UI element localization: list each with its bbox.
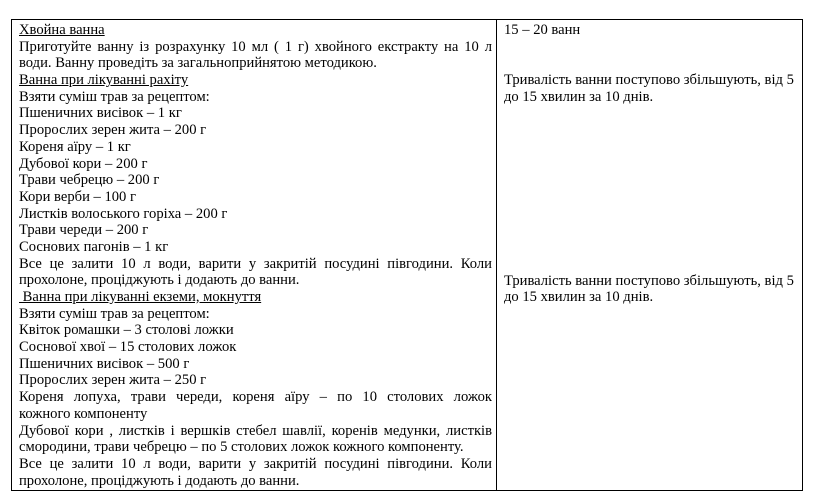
text-span: Все це залити 10 л води, варити у закритій посудині півгодини. Коли xyxy=(19,455,492,472)
text-line xyxy=(19,189,492,206)
text-span: Кори верби – 100 г xyxy=(19,188,136,205)
text-line xyxy=(19,39,492,56)
text-span: Кореня аїру – 1 кг xyxy=(19,138,131,155)
text-line xyxy=(19,256,492,273)
text-line xyxy=(19,139,492,156)
text-span: Хвойна ванна xyxy=(19,22,105,38)
procedures-column xyxy=(12,20,497,490)
course-note: Тривалість ванни поступово збільшують, від 5 до 15 хвилин за 10 днів. xyxy=(504,272,794,306)
text-line xyxy=(19,239,492,256)
text-line xyxy=(19,156,492,173)
text-line xyxy=(19,356,492,373)
text-line xyxy=(19,372,492,389)
text-span: Пророслих зерен жита – 200 г xyxy=(19,122,207,139)
text-line xyxy=(19,122,492,139)
text-line xyxy=(19,55,492,72)
text-span: Дубової кори – 200 г xyxy=(19,155,148,172)
text-span: Пшеничних висівок – 1 кг xyxy=(19,105,182,122)
text-span: Взяти суміш трав за рецептом: xyxy=(19,305,210,322)
text-line xyxy=(19,473,492,490)
text-line xyxy=(19,222,492,239)
course-note: Тривалість ванни поступово збільшують, від 5 до 15 хвилин за 10 днів. xyxy=(504,72,794,105)
text-span: Трави череди – 200 г xyxy=(19,222,149,239)
text-line xyxy=(19,206,492,223)
section-heading xyxy=(19,72,492,89)
text-line xyxy=(19,172,492,189)
text-line xyxy=(19,322,492,339)
text-line xyxy=(19,389,492,406)
text-line xyxy=(19,439,492,456)
text-line xyxy=(19,105,492,122)
text-line xyxy=(19,306,492,323)
text-span: Трави чебрецю – 200 г xyxy=(19,172,160,189)
course-notes-column xyxy=(497,20,802,490)
section-heading xyxy=(19,22,492,39)
text-span: води. Ванну проведіть за загальноприйнятою методикою. xyxy=(19,55,377,72)
text-span: прохолоне, проціджують і додають до ванни. xyxy=(19,272,300,289)
text-span: Кореня лопуха, трави череди, кореня аїру – по 10 столових ложок xyxy=(19,389,492,406)
text-span: Все це залити 10 л води, варити у закритій посудині півгодини. Коли xyxy=(19,255,492,272)
text-span: Соснових пагонів – 1 кг xyxy=(19,238,169,255)
text-line xyxy=(19,423,492,440)
bath-recipes-table xyxy=(11,19,803,491)
text-span: смородини, трави чебрецю – по 5 столових ложок кожного компоненту. xyxy=(19,439,464,456)
text-span: Пророслих зерен жита – 250 г xyxy=(19,372,207,389)
text-span: Дубової кори , листків і вершків стебел шавлії, коренів медунки, листків xyxy=(19,422,492,439)
text-line xyxy=(19,339,492,356)
text-span: Пшеничних висівок – 500 г xyxy=(19,355,190,372)
text-line xyxy=(19,89,492,106)
text-span: Листків волоського горіха – 200 г xyxy=(19,205,228,222)
text-span: Ванна при лікуванні рахіту xyxy=(19,72,189,89)
text-span: Приготуйте ванну із розрахунку 10 мл ( 1 г) хвойного екстракту на 10 л xyxy=(19,38,492,55)
text-line xyxy=(19,406,492,423)
text-line xyxy=(19,456,492,473)
text-span: Соснової хвої – 15 столових ложок xyxy=(19,339,237,356)
text-span: Ванна при лікуванні екземи, мокнуття xyxy=(19,289,262,305)
text-span: прохолоне, проціджують і додають до ванни. xyxy=(19,472,300,489)
text-span: Взяти суміш трав за рецептом: xyxy=(19,88,210,105)
section-heading xyxy=(19,289,492,306)
course-note: 15 – 20 ванн xyxy=(504,22,581,38)
text-span: кожного компоненту xyxy=(19,405,148,422)
text-span: Квіток ромашки – 3 столові ложки xyxy=(19,322,234,339)
text-line xyxy=(19,272,492,289)
